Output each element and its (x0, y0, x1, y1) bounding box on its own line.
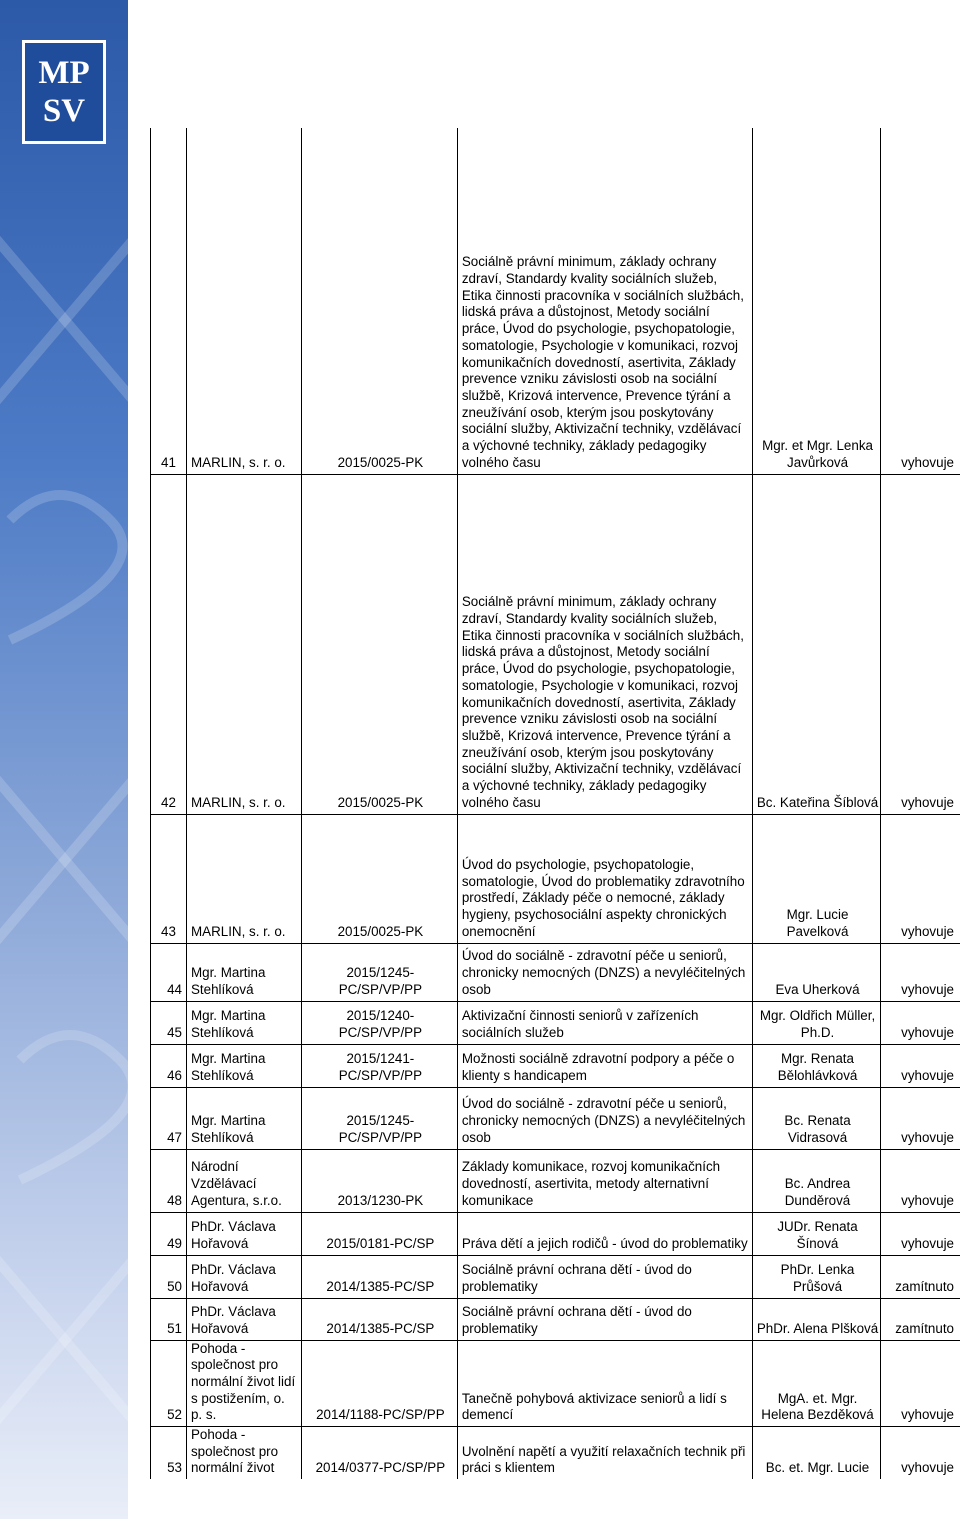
row-number: 49 (151, 1212, 187, 1255)
table-row (151, 474, 960, 814)
course-cell: Sociálně právní minimum, základy ochrany zdraví, Standardy kvality sociálních služeb, Etika činnosti pracovníka v sociálních službách, lidská práva a důstojnost, Metody sociální práce, Úvod do psychologie, psychopatologie, somatologie, Psychologie v komunikaci, rozvoj komunikačních dovedností, asertivita, Základy prevence vzniku závislosti osob na sociální službě, Krizová intervence, Prevence týrání a zneužívání osob, kterým jsou poskytovány sociální služby, Aktivizační techniky, vzdělávací a výchovné techniky, základy pedagogiky volného času (457, 474, 752, 814)
course-cell: Uvolnění napětí a využití relaxačních technik při práci s klientem (457, 1427, 752, 1480)
row-number: 41 (151, 128, 187, 474)
course-table (150, 128, 960, 1479)
provider-cell: Pohoda - společnost pro normální život (186, 1427, 301, 1480)
sidebar-decoration (0, 0, 128, 1519)
mpsv-logo: MP SV (22, 40, 106, 144)
accreditation-number-cell: 2014/1385-PC/SP (301, 1255, 457, 1298)
status-cell: vyhovuje (901, 1067, 954, 1083)
lector-cell: Bc. Kateřina Šíblová (752, 474, 881, 814)
row-number: 45 (151, 1001, 187, 1044)
course-cell: Sociálně právní minimum, základy ochrany zdraví, Standardy kvality sociálních služeb, Etika činnosti pracovníka v sociálních službách, lidská práva a důstojnost, Metody sociální práce, Úvod do psychologie, psychopatologie, somatologie, Psychologie v komunikaci, rozvoj komunikačních dovedností, asertivita, Základy prevence vzniku závislosti osob na sociální službě, Krizová intervence, Prevence týrání a zneužívání osob, kterým jsou poskytovány sociální služby, Aktivizační techniky, vzdělávací a výchovné techniky, základy pedagogiky volného času (457, 128, 752, 474)
course-cell: Sociálně právní ochrana dětí - úvod do problematiky (457, 1298, 752, 1340)
status-cell: vyhovuje (901, 1129, 954, 1145)
provider-cell: PhDr. Václava Hořavová (186, 1255, 301, 1298)
accreditation-number-cell: 2013/1230-PK (301, 1149, 457, 1212)
course-cell: Tanečně pohybová aktivizace seniorů a lidí s demencí (457, 1340, 752, 1427)
table-row (151, 814, 960, 943)
status-cell: vyhovuje (901, 1235, 954, 1251)
lector-cell: Bc. Andrea Dunděrová (752, 1149, 881, 1212)
lector-cell: Eva Uherková (752, 943, 881, 1001)
lector-cell: Mgr. et Mgr. Lenka Javůrková (752, 128, 881, 474)
row-number: 44 (151, 943, 187, 1001)
provider-cell: PhDr. Václava Hořavová (186, 1298, 301, 1340)
provider-cell: MARLIN, s. r. o. (186, 128, 301, 474)
accreditation-number-cell: 2015/0025-PK (301, 474, 457, 814)
table-row (151, 1340, 960, 1427)
table-row (151, 1044, 960, 1087)
table-row (151, 1001, 960, 1044)
status-cell: zamítnuto (895, 1320, 954, 1336)
provider-cell: Mgr. Martina Stehlíková (186, 1001, 301, 1044)
accreditation-number-cell: 2015/1240-PC/SP/VP/PP (301, 1001, 457, 1044)
accreditation-number-cell: 2014/1188-PC/SP/PP (301, 1340, 457, 1427)
status-cell: zamítnuto (895, 1278, 954, 1294)
sidebar-pattern (0, 0, 128, 1519)
course-cell: Úvod do sociálně - zdravotní péče u seniorů, chronicky nemocných (DNZS) a nevyléčitelných osob (457, 1087, 752, 1149)
provider-cell: MARLIN, s. r. o. (186, 474, 301, 814)
course-cell: Úvod do sociálně - zdravotní péče u seniorů, chronicky nemocných (DNZS) a nevyléčitelných osob (457, 943, 752, 1001)
lector-cell: Mgr. Renata Bělohlávková (752, 1044, 881, 1087)
row-number: 52 (151, 1340, 187, 1427)
provider-cell: Národní Vzdělávací Agentura, s.r.o. (186, 1149, 301, 1212)
row-number: 42 (151, 474, 187, 814)
accreditation-number-cell: 2015/1241-PC/SP/VP/PP (301, 1044, 457, 1087)
table-row (151, 1298, 960, 1340)
status-cell: vyhovuje (901, 1407, 954, 1423)
course-cell: Sociálně právní ochrana dětí - úvod do problematiky (457, 1255, 752, 1298)
course-cell: Aktivizační činnosti seniorů v zařízeních sociálních služeb (457, 1001, 752, 1044)
lector-cell: Bc. Renata Vidrasová (752, 1087, 881, 1149)
status-cell: vyhovuje (901, 981, 954, 997)
row-number: 48 (151, 1149, 187, 1212)
lector-cell: PhDr. Lenka Průšová (752, 1255, 881, 1298)
table-row (151, 1149, 960, 1212)
accreditation-number-cell: 2014/0377-PC/SP/PP (301, 1427, 457, 1480)
lector-cell: JUDr. Renata Šínová (752, 1212, 881, 1255)
lector-cell: Mgr. Lucie Pavelková (752, 814, 881, 943)
provider-cell: PhDr. Václava Hořavová (186, 1212, 301, 1255)
provider-cell: MARLIN, s. r. o. (186, 814, 301, 943)
row-number: 43 (151, 814, 187, 943)
row-number: 50 (151, 1255, 187, 1298)
lector-cell: Mgr. Oldřich Müller, Ph.D. (752, 1001, 881, 1044)
lector-cell: Bc. et. Mgr. Lucie (752, 1427, 881, 1480)
lector-cell: PhDr. Alena Plšková (752, 1298, 881, 1340)
status-cell: vyhovuje (901, 454, 954, 470)
accreditation-number-cell: 2015/0181-PC/SP (301, 1212, 457, 1255)
course-cell: Práva dětí a jejich rodičů - úvod do problematiky (457, 1212, 752, 1255)
row-number: 47 (151, 1087, 187, 1149)
provider-cell: Pohoda - společnost pro normální život lidí s postižením, o. p. s. (186, 1340, 301, 1427)
accreditation-number-cell: 2015/1245-PC/SP/VP/PP (301, 1087, 457, 1149)
status-cell: vyhovuje (901, 1024, 954, 1040)
table-row (151, 128, 960, 474)
table-row (151, 1427, 960, 1480)
accreditation-number-cell: 2015/0025-PK (301, 128, 457, 474)
provider-cell: Mgr. Martina Stehlíková (186, 1087, 301, 1149)
table-row (151, 1255, 960, 1298)
table-row (151, 943, 960, 1001)
row-number: 51 (151, 1298, 187, 1340)
accreditation-number-cell: 2014/1385-PC/SP (301, 1298, 457, 1340)
course-cell: Základy komunikace, rozvoj komunikačních dovedností, asertivita, metody alternativní komunikace (457, 1149, 752, 1212)
table-row (151, 1087, 960, 1149)
lector-cell: MgA. et. Mgr. Helena Bezděková (752, 1340, 881, 1427)
status-cell: vyhovuje (901, 794, 954, 810)
table-row (151, 1212, 960, 1255)
provider-cell: Mgr. Martina Stehlíková (186, 943, 301, 1001)
course-cell: Úvod do psychologie, psychopatologie, somatologie, Úvod do problematiky zdravotního prostředí, Základy péče o nemocné, základy hygieny, psychosociální aspekty chronických onemocnění (457, 814, 752, 943)
status-cell: vyhovuje (901, 1460, 954, 1476)
status-cell: vyhovuje (901, 923, 954, 939)
accreditation-number-cell: 2015/1245-PC/SP/VP/PP (301, 943, 457, 1001)
row-number: 46 (151, 1044, 187, 1087)
provider-cell: Mgr. Martina Stehlíková (186, 1044, 301, 1087)
accreditation-number-cell: 2015/0025-PK (301, 814, 457, 943)
row-number: 53 (151, 1427, 187, 1480)
course-cell: Možnosti sociálně zdravotní podpory a péče o klienty s handicapem (457, 1044, 752, 1087)
status-cell: vyhovuje (901, 1192, 954, 1208)
